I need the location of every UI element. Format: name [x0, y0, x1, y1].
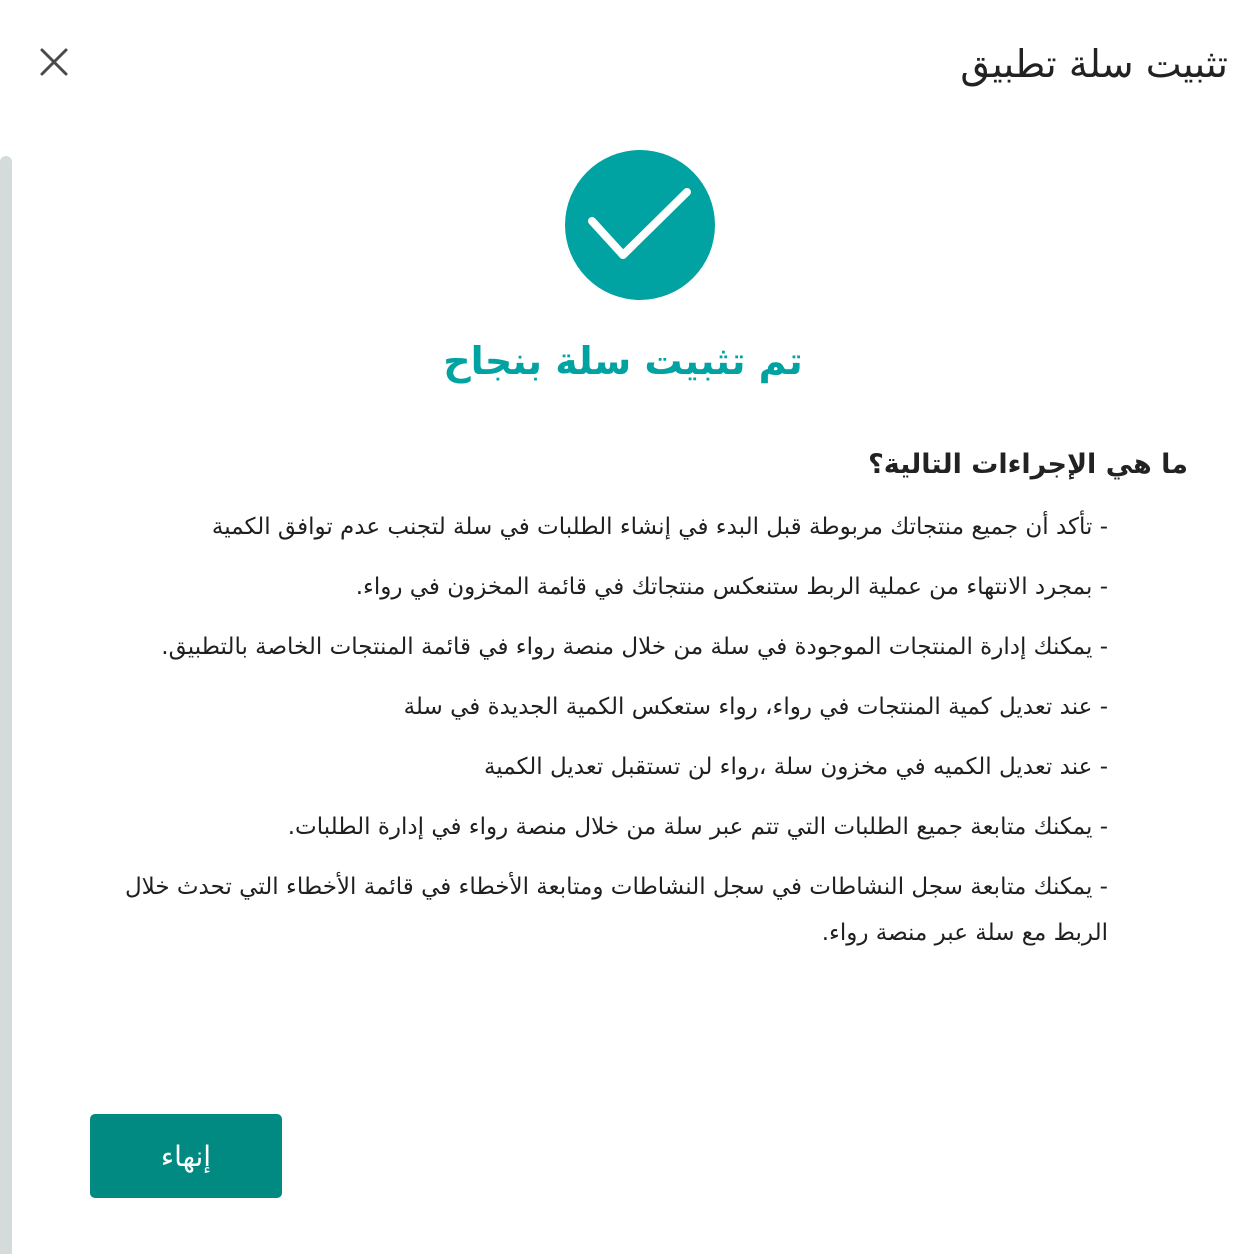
close-icon [32, 40, 76, 84]
list-item: - تأكد أن جميع منتجاتك مربوطة قبل البدء في إنشاء الطلبات في سلة لتجنب عدم توافق الكمية [211, 514, 1108, 540]
close-button[interactable] [32, 40, 76, 84]
list-item: - بمجرد الانتهاء من عملية الربط ستنعكس منتجاتك في قائمة المخزون في رواء. [355, 574, 1108, 600]
next-steps-heading: ما هي الإجراءات التالية؟ [868, 449, 1188, 480]
list-item: - يمكنك متابعة جميع الطلبات التي تتم عبر سلة من خلال منصة رواء في إدارة الطلبات. [287, 814, 1108, 840]
modal-title: تثبيت سلة تطبيق [960, 42, 1228, 86]
scrollbar[interactable] [0, 156, 12, 1254]
next-steps-list [98, 504, 1108, 970]
list-item: - عند تعديل الكميه في مخزون سلة ،رواء لن تستقبل تعديل الكمية [483, 754, 1108, 780]
success-badge [565, 150, 715, 300]
list-item: - يمكنك إدارة المنتجات الموجودة في سلة من خلال منصة رواء في قائمة المنتجات الخاصة بالتطبيق. [161, 634, 1108, 660]
finish-button[interactable]: إنهاء [90, 1114, 282, 1198]
check-icon [565, 150, 715, 300]
success-title: تم تثبيت سلة بنجاح [443, 339, 803, 383]
list-item: - يمكنك متابعة سجل النشاطات في سجل النشاطات ومتابعة الأخطاء في قائمة الأخطاء التي تحدث خلال الربط مع سلة عبر منصة رواء. [124, 874, 1108, 946]
list-item: - عند تعديل كمية المنتجات في رواء، رواء ستعكس الكمية الجديدة في سلة [403, 694, 1108, 720]
